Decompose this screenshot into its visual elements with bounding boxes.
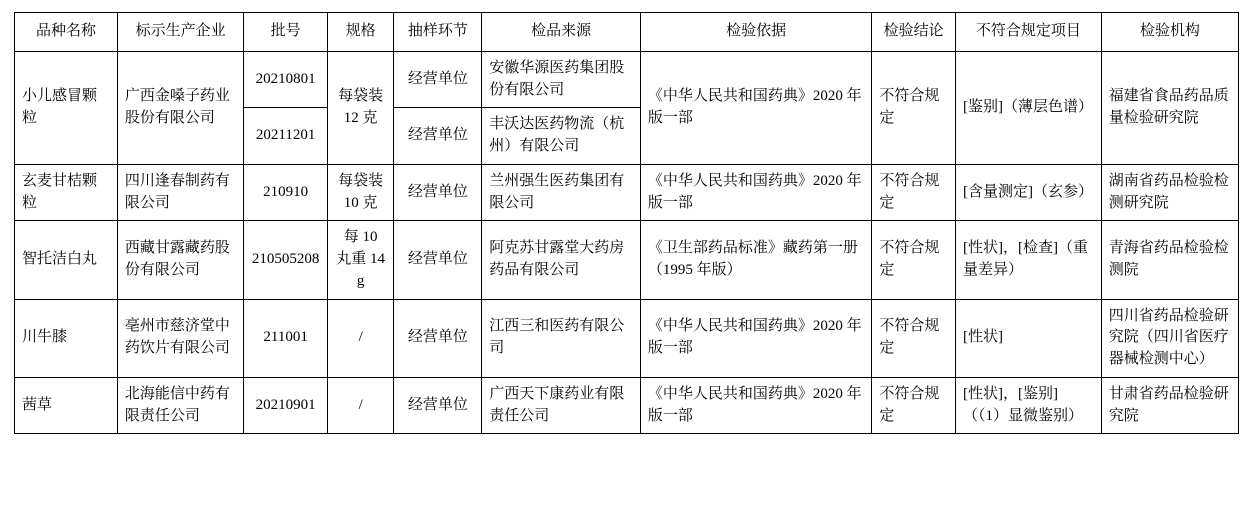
cell-batch: 211001 [244,299,328,377]
cell-nonconforming: [性状]，[检查]（重量差异） [955,221,1101,299]
cell-sampling: 经营单位 [394,164,482,221]
cell-name: 川牛膝 [15,299,118,377]
cell-institution: 四川省药品检验研究院（四川省医疗器械检测中心） [1101,299,1238,377]
column-header-sampling: 抽样环节 [394,13,482,52]
table-body [15,51,1239,434]
cell-basis: 《中华人民共和国药典》2020 年版一部 [640,51,872,164]
cell-nonconforming: [含量测定]（玄参） [955,164,1101,221]
cell-source: 安徽华源医药集团股份有限公司 [482,51,641,108]
cell-basis: 《卫生部药品标准》藏药第一册（1995 年版） [640,221,872,299]
cell-sampling: 经营单位 [394,221,482,299]
cell-spec: 每袋装 12 克 [327,51,393,164]
cell-name: 智托洁白丸 [15,221,118,299]
cell-institution: 福建省食品药品质量检验研究院 [1101,51,1238,164]
cell-basis: 《中华人民共和国药典》2020 年版一部 [640,299,872,377]
cell-manufacturer: 西藏甘露藏药股份有限公司 [117,221,243,299]
cell-nonconforming: [鉴别]（薄层色谱） [955,51,1101,164]
cell-spec: 每袋装 10 克 [327,164,393,221]
cell-institution: 湖南省药品检验检测研究院 [1101,164,1238,221]
cell-conclusion: 不符合规定 [872,299,956,377]
table-row [15,221,1239,299]
cell-batch: 210505208 [244,221,328,299]
cell-conclusion: 不符合规定 [872,51,956,164]
cell-institution: 青海省药品检验检测院 [1101,221,1238,299]
cell-batch: 20210901 [244,377,328,434]
column-header-source: 检品来源 [482,13,641,52]
table-row [15,164,1239,221]
column-header-basis: 检验依据 [640,13,872,52]
cell-nonconforming: [性状]，[鉴别]（（1）显微鉴别） [955,377,1101,434]
cell-name: 小儿感冒颗粒 [15,51,118,164]
inspection-results-table [14,12,1239,434]
cell-batch: 20211201 [244,108,328,165]
cell-source: 广西天下康药业有限责任公司 [482,377,641,434]
cell-name: 玄麦甘桔颗粒 [15,164,118,221]
column-header-nonconforming: 不符合规定项目 [955,13,1101,52]
column-header-batch: 批号 [244,13,328,52]
cell-basis: 《中华人民共和国药典》2020 年版一部 [640,377,872,434]
table-header [15,13,1239,52]
cell-batch: 20210801 [244,51,328,108]
cell-conclusion: 不符合规定 [872,221,956,299]
cell-sampling: 经营单位 [394,108,482,165]
table-row [15,377,1239,434]
cell-manufacturer: 亳州市慈济堂中药饮片有限公司 [117,299,243,377]
cell-manufacturer: 广西金嗓子药业股份有限公司 [117,51,243,164]
cell-spec: / [327,377,393,434]
column-header-manufacturer: 标示生产企业 [117,13,243,52]
cell-batch: 210910 [244,164,328,221]
table-header-row [15,13,1239,52]
cell-source: 丰沃达医药物流（杭州）有限公司 [482,108,641,165]
column-header-name: 品种名称 [15,13,118,52]
cell-source: 江西三和医药有限公司 [482,299,641,377]
column-header-spec: 规格 [327,13,393,52]
cell-source: 兰州强生医药集团有限公司 [482,164,641,221]
cell-basis: 《中华人民共和国药典》2020 年版一部 [640,164,872,221]
cell-sampling: 经营单位 [394,377,482,434]
cell-sampling: 经营单位 [394,51,482,108]
column-header-institution: 检验机构 [1101,13,1238,52]
cell-conclusion: 不符合规定 [872,377,956,434]
cell-manufacturer: 北海能信中药有限责任公司 [117,377,243,434]
cell-manufacturer: 四川逢春制药有限公司 [117,164,243,221]
cell-conclusion: 不符合规定 [872,164,956,221]
table-row [15,299,1239,377]
cell-spec: 每 10 丸重 14g [327,221,393,299]
cell-nonconforming: [性状] [955,299,1101,377]
cell-institution: 甘肃省药品检验研究院 [1101,377,1238,434]
table-row [15,51,1239,108]
cell-spec: / [327,299,393,377]
cell-name: 茜草 [15,377,118,434]
cell-source: 阿克苏甘露堂大药房药品有限公司 [482,221,641,299]
cell-sampling: 经营单位 [394,299,482,377]
column-header-conclusion: 检验结论 [872,13,956,52]
